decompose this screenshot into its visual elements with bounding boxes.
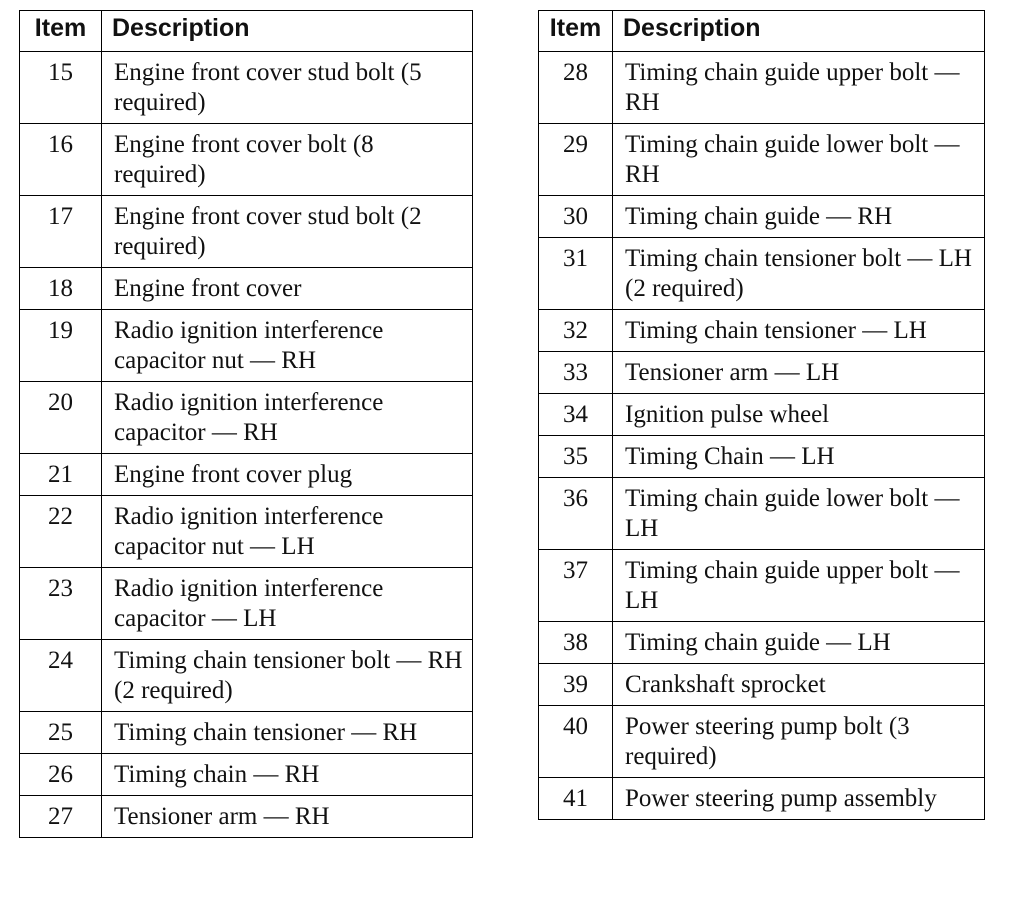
table-row	[539, 238, 985, 310]
item-number: 28	[539, 52, 613, 124]
parts-table-left	[19, 10, 473, 838]
item-description: Engine front cover bolt (8 required)	[102, 124, 473, 196]
table-row	[20, 310, 473, 382]
item-description: Timing chain tensioner — RH	[102, 712, 473, 754]
table-row	[539, 778, 985, 820]
header-row	[20, 11, 473, 52]
table-row	[539, 436, 985, 478]
item-number: 34	[539, 394, 613, 436]
item-description: Timing chain guide lower bolt — LH	[613, 478, 985, 550]
item-number: 16	[20, 124, 102, 196]
table-row	[20, 196, 473, 268]
item-description: Radio ignition interference capacitor nut — RH	[102, 310, 473, 382]
item-number: 27	[20, 796, 102, 838]
item-description: Radio ignition interference capacitor — RH	[102, 382, 473, 454]
item-number: 32	[539, 310, 613, 352]
table-row	[20, 712, 473, 754]
table-row	[539, 622, 985, 664]
item-number: 33	[539, 352, 613, 394]
item-description: Timing chain tensioner bolt — RH (2 required)	[102, 640, 473, 712]
table-row	[20, 640, 473, 712]
item-description: Timing chain guide lower bolt — RH	[613, 124, 985, 196]
item-description: Tensioner arm — LH	[613, 352, 985, 394]
item-description: Timing Chain — LH	[613, 436, 985, 478]
item-description: Timing chain tensioner bolt — LH (2 required)	[613, 238, 985, 310]
item-description: Timing chain guide upper bolt — RH	[613, 52, 985, 124]
item-number: 23	[20, 568, 102, 640]
item-description: Ignition pulse wheel	[613, 394, 985, 436]
item-description: Timing chain — RH	[102, 754, 473, 796]
description-column-header: Description	[102, 11, 473, 52]
table-row	[539, 124, 985, 196]
item-number: 39	[539, 664, 613, 706]
item-number: 29	[539, 124, 613, 196]
table-row	[20, 568, 473, 640]
item-description: Power steering pump bolt (3 required)	[613, 706, 985, 778]
item-number: 35	[539, 436, 613, 478]
table-row	[539, 478, 985, 550]
table-row	[539, 52, 985, 124]
item-number: 38	[539, 622, 613, 664]
item-number: 15	[20, 52, 102, 124]
item-number: 20	[20, 382, 102, 454]
table-row	[539, 706, 985, 778]
parts-table-right	[538, 10, 985, 820]
table-row	[539, 550, 985, 622]
item-number: 24	[20, 640, 102, 712]
table-row	[20, 796, 473, 838]
item-number: 36	[539, 478, 613, 550]
table-row	[539, 310, 985, 352]
item-number: 26	[20, 754, 102, 796]
item-description: Crankshaft sprocket	[613, 664, 985, 706]
table-row	[20, 454, 473, 496]
item-number: 21	[20, 454, 102, 496]
table-row	[20, 268, 473, 310]
item-number: 30	[539, 196, 613, 238]
item-column-header: Item	[539, 11, 613, 52]
item-description: Engine front cover	[102, 268, 473, 310]
table-row	[20, 124, 473, 196]
item-number: 31	[539, 238, 613, 310]
item-column-header: Item	[20, 11, 102, 52]
table-row	[20, 754, 473, 796]
item-description: Engine front cover stud bolt (5 required)	[102, 52, 473, 124]
item-number: 25	[20, 712, 102, 754]
table-row	[539, 394, 985, 436]
item-number: 22	[20, 496, 102, 568]
table-row	[20, 496, 473, 568]
item-number: 19	[20, 310, 102, 382]
item-description: Timing chain tensioner — LH	[613, 310, 985, 352]
item-description: Tensioner arm — RH	[102, 796, 473, 838]
item-number: 18	[20, 268, 102, 310]
item-number: 17	[20, 196, 102, 268]
item-description: Radio ignition interference capacitor nut — LH	[102, 496, 473, 568]
table-row	[20, 52, 473, 124]
item-description: Timing chain guide — LH	[613, 622, 985, 664]
item-number: 40	[539, 706, 613, 778]
table-row	[539, 196, 985, 238]
item-description: Timing chain guide — RH	[613, 196, 985, 238]
table-row	[20, 382, 473, 454]
table-row	[539, 664, 985, 706]
description-column-header: Description	[613, 11, 985, 52]
item-number: 41	[539, 778, 613, 820]
item-description: Radio ignition interference capacitor — LH	[102, 568, 473, 640]
table-row	[539, 352, 985, 394]
item-description: Power steering pump assembly	[613, 778, 985, 820]
item-description: Timing chain guide upper bolt — LH	[613, 550, 985, 622]
header-row	[539, 11, 985, 52]
item-description: Engine front cover stud bolt (2 required)	[102, 196, 473, 268]
item-description: Engine front cover plug	[102, 454, 473, 496]
item-number: 37	[539, 550, 613, 622]
